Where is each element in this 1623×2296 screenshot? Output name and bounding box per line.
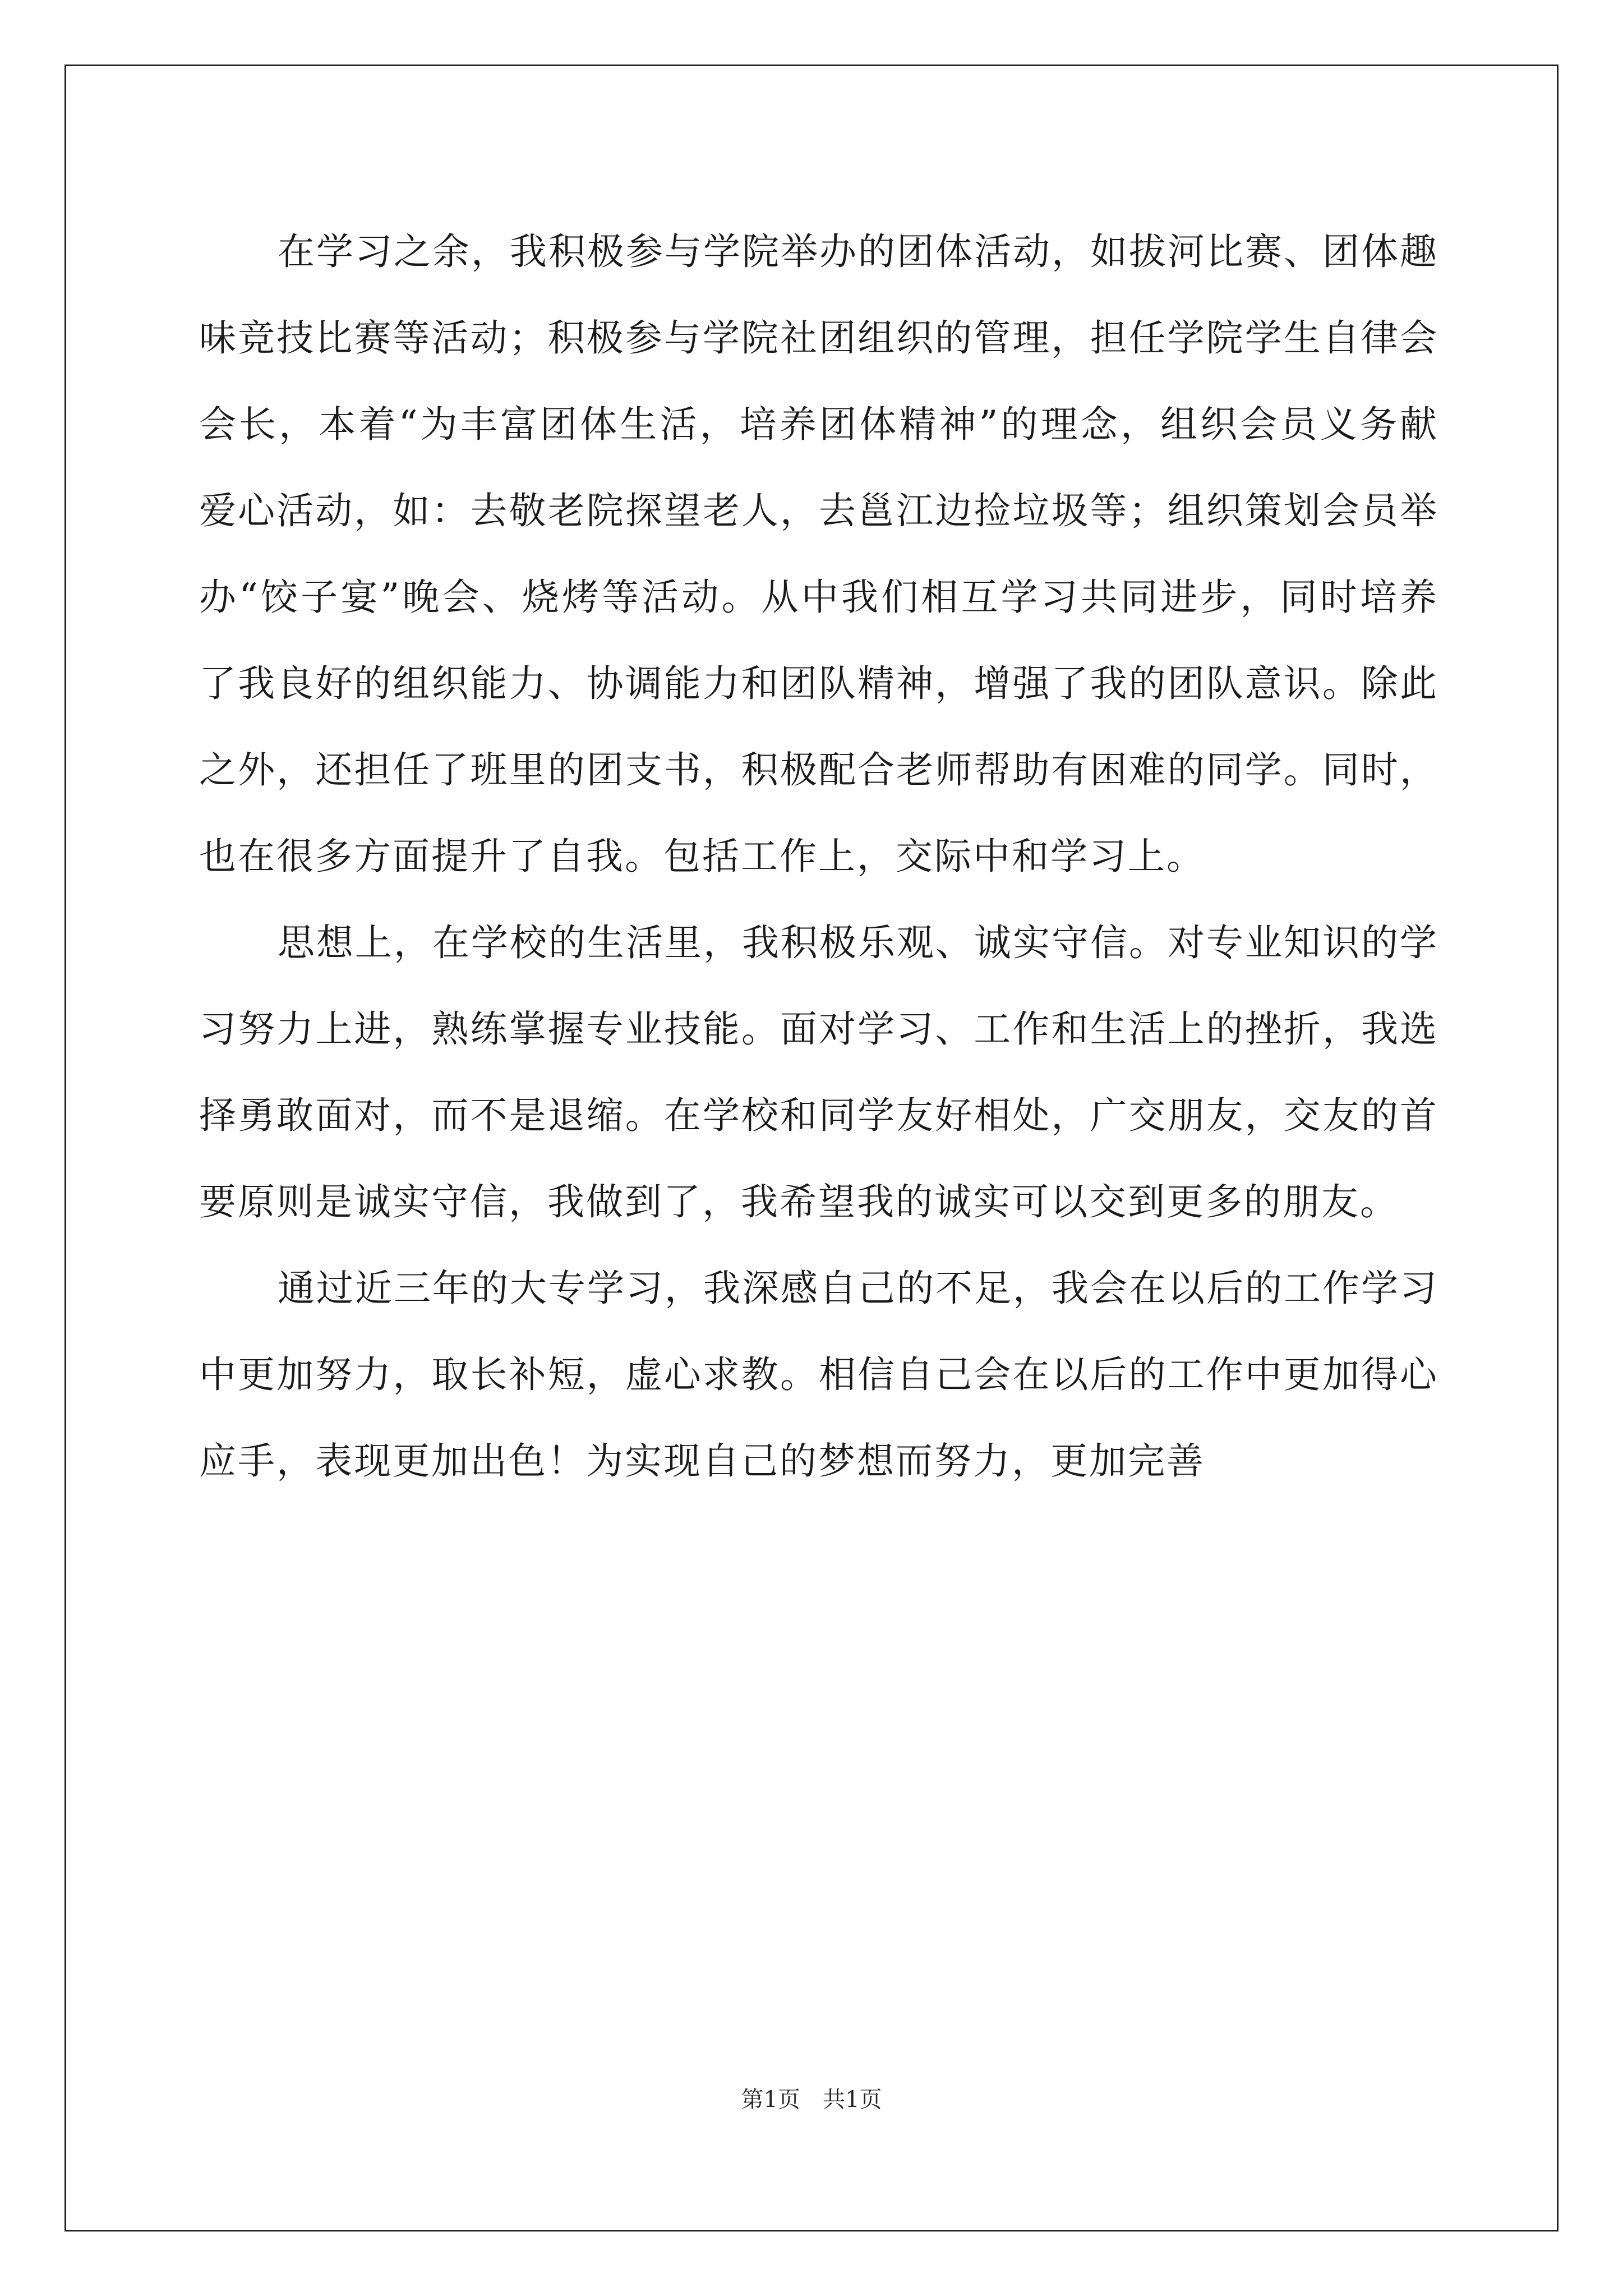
- page-footer: 第1页 共1页: [741, 2087, 882, 2113]
- document-body: [199, 209, 1438, 1504]
- paragraph-3: 通过近三年的大专学习，我深感自己的不足，我会在以后的工作学习中更加努力，取长补短，虚心求教。相信自己会在以后的工作中更加得心应手，表现更加出色！为实现自己的梦想而努力，更加完善: [199, 1267, 1438, 1483]
- paragraph-1: 在学习之余，我积极参与学院举办的团体活动，如拔河比赛、团体趣味竞技比赛等活动；积极参与学院社团组织的管理，担任学院学生自律会会长，本着“为丰富团体生活，培养团体精神”的理念，组织会员义务献爱心活动，如：去敬老院探望老人，去邕江边捡垃圾等；组织策划会员举办“饺子宴”晚会、烧烤等活动。从中我们相互学习共同进步，同时培养了我良好的组织能力、协调能力和团队精神，增强了我的团队意识。除此之外，还担任了班里的团支书，积极配合老师帮助有困难的同学。同时，也在很多方面提升了自我。包括工作上，交际中和学习上。: [199, 230, 1438, 878]
- paragraph-2: 思想上，在学校的生活里，我积极乐观、诚实守信。对专业知识的学习努力上进，熟练掌握专业技能。面对学习、工作和生活上的挫折，我选择勇敢面对，而不是退缩。在学校和同学友好相处，广交朋友，交友的首要原则是诚实守信，我做到了，我希望我的诚实可以交到更多的朋友。: [199, 921, 1438, 1223]
